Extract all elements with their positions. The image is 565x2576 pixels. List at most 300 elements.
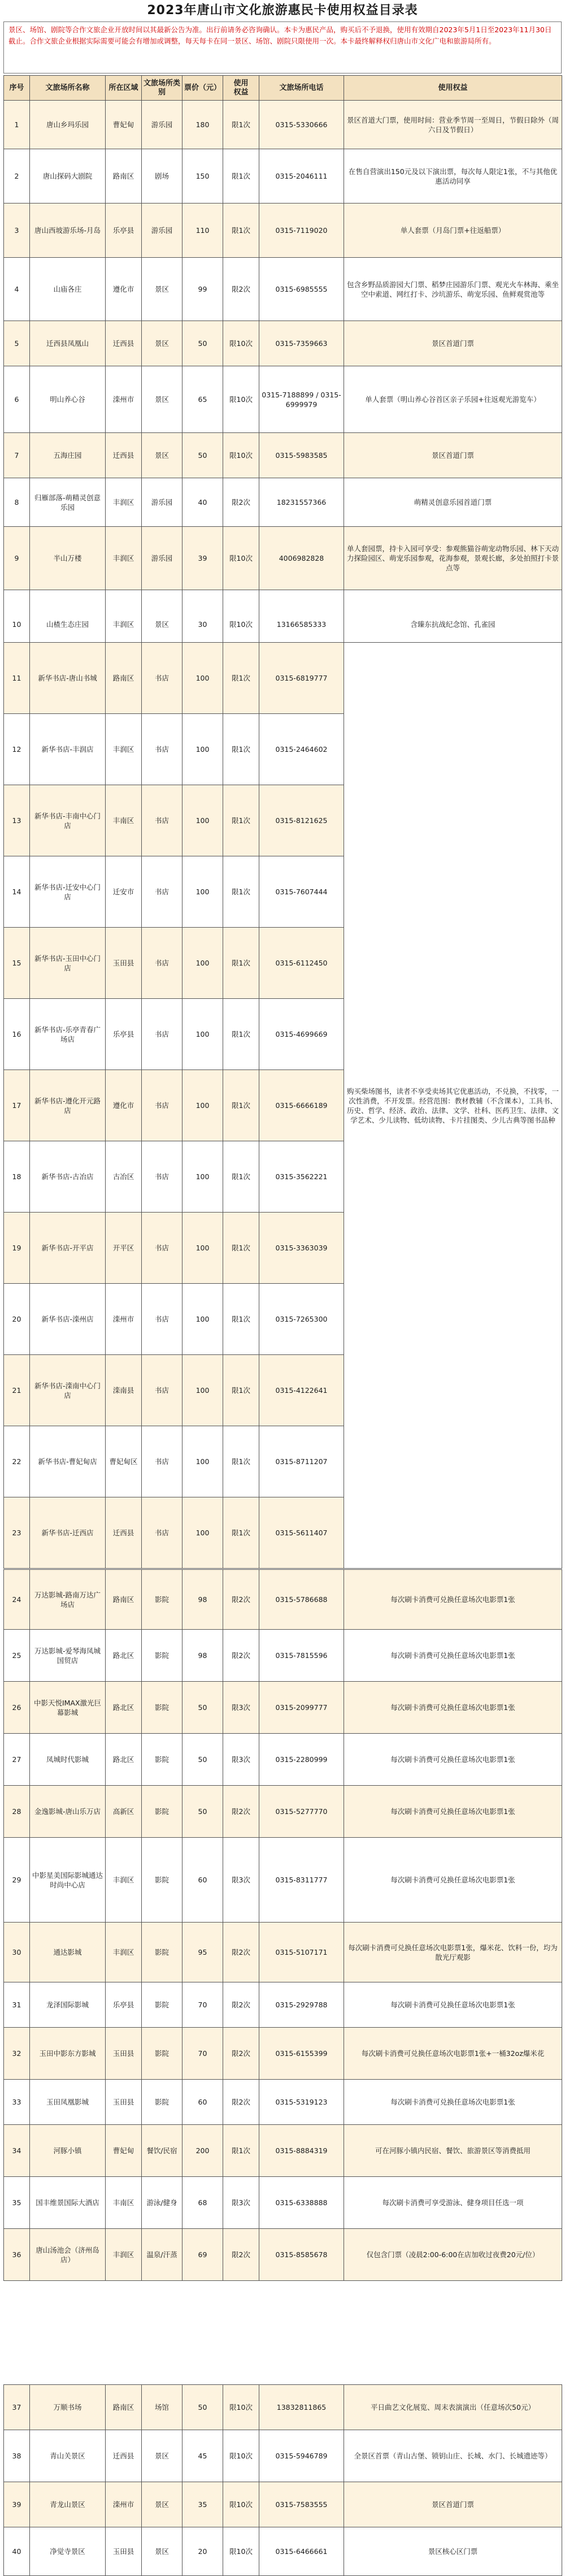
row-seq: 40 bbox=[4, 2527, 30, 2576]
row-region: 滦州市 bbox=[106, 1284, 142, 1355]
row-seq: 31 bbox=[4, 1982, 30, 2028]
row-benefit: 仅包含门票（凌晨2:00-6:00在店加收过夜费20元/位） bbox=[344, 2229, 562, 2281]
row-seq: 17 bbox=[4, 1070, 30, 1141]
row-category: 书店 bbox=[142, 1284, 182, 1355]
row-phone: 0315-8311777 bbox=[259, 1838, 344, 1923]
row-seq: 38 bbox=[4, 2430, 30, 2482]
row-seq: 19 bbox=[4, 1213, 30, 1284]
row-phone: 0315-5277770 bbox=[259, 1786, 344, 1838]
row-usage-limit: 限10次 bbox=[223, 2482, 259, 2527]
row-price: 50 bbox=[182, 1786, 223, 1838]
row-price: 99 bbox=[182, 258, 223, 321]
row-usage-limit: 限1次 bbox=[223, 1426, 259, 1497]
row-phone: 0315-8121625 bbox=[259, 785, 344, 856]
row-venue-name: 半山万楼 bbox=[30, 527, 106, 590]
row-category: 景区 bbox=[142, 2430, 182, 2482]
row-region: 玉田县 bbox=[106, 928, 142, 999]
row-seq: 36 bbox=[4, 2229, 30, 2281]
row-category: 景区 bbox=[142, 321, 182, 366]
row-phone: 0315-6112450 bbox=[259, 928, 344, 999]
row-region: 丰润区 bbox=[106, 1838, 142, 1923]
row-category: 书店 bbox=[142, 1070, 182, 1141]
row-usage-limit: 限1次 bbox=[223, 204, 259, 258]
table-row bbox=[4, 2430, 562, 2482]
row-category: 影院 bbox=[142, 1630, 182, 1682]
row-usage-limit: 限2次 bbox=[223, 1630, 259, 1682]
row-phone: 0315-7359663 bbox=[259, 321, 344, 366]
header-phone: 文旅场所电话 bbox=[259, 76, 344, 101]
table-row bbox=[4, 2080, 562, 2125]
row-category: 餐饮/民宿 bbox=[142, 2125, 182, 2177]
row-usage-limit: 限1次 bbox=[223, 1070, 259, 1141]
row-venue-name: 唐山探码大剧院 bbox=[30, 149, 106, 204]
row-region: 丰润区 bbox=[106, 714, 142, 785]
row-category: 景区 bbox=[142, 2527, 182, 2576]
table-row bbox=[4, 1838, 562, 1923]
row-seq: 18 bbox=[4, 1141, 30, 1213]
table-row bbox=[4, 643, 562, 714]
row-benefit: 每次刷卡消费可享受游泳、健身项目任选一项 bbox=[344, 2177, 562, 2229]
row-venue-name: 迁西县凤凰山 bbox=[30, 321, 106, 366]
row-benefit: 每次刷卡消费可兑换任意场次电影票1张 bbox=[344, 1682, 562, 1734]
row-venue-name: 新华书店-迁西店 bbox=[30, 1497, 106, 1569]
row-phone: 0315-5107171 bbox=[259, 1923, 344, 1982]
row-usage-limit: 限2次 bbox=[223, 2229, 259, 2281]
row-category: 影院 bbox=[142, 1570, 182, 1630]
row-seq: 39 bbox=[4, 2482, 30, 2527]
row-price: 35 bbox=[182, 2482, 223, 2527]
row-usage-limit: 限2次 bbox=[223, 1982, 259, 2028]
row-venue-name: 净觉寺景区 bbox=[30, 2527, 106, 2576]
row-region: 迁西县 bbox=[106, 321, 142, 366]
row-price: 100 bbox=[182, 1355, 223, 1426]
row-category: 影院 bbox=[142, 1923, 182, 1982]
row-usage-limit: 限1次 bbox=[223, 1355, 259, 1426]
row-phone: 18231557366 bbox=[259, 478, 344, 527]
row-venue-name: 新华书店-遵化开元路店 bbox=[30, 1070, 106, 1141]
row-venue-name: 新华书店-丰润店 bbox=[30, 714, 106, 785]
row-phone: 0315-7815596 bbox=[259, 1630, 344, 1682]
row-phone: 0315-6666189 bbox=[259, 1070, 344, 1141]
row-usage-limit: 限10次 bbox=[223, 2385, 259, 2430]
row-usage-limit: 限1次 bbox=[223, 1141, 259, 1213]
row-benefit: 每次刷卡消费可兑换任意场次电影票1张 bbox=[344, 2080, 562, 2125]
header-usage bbox=[223, 76, 259, 101]
table-row bbox=[4, 366, 562, 433]
row-price: 50 bbox=[182, 1682, 223, 1734]
row-venue-name: 万顺书场 bbox=[30, 2385, 106, 2430]
row-usage-limit: 限1次 bbox=[223, 928, 259, 999]
row-seq: 20 bbox=[4, 1284, 30, 1355]
row-venue-name: 新华书店-迁安中心门店 bbox=[30, 856, 106, 928]
row-category: 书店 bbox=[142, 785, 182, 856]
row-seq: 27 bbox=[4, 1734, 30, 1786]
row-price: 60 bbox=[182, 2080, 223, 2125]
header-seq: 序号 bbox=[4, 76, 30, 101]
table-row bbox=[4, 1570, 562, 1630]
row-category: 书店 bbox=[142, 1497, 182, 1569]
row-venue-name: 新华书店-古冶店 bbox=[30, 1141, 106, 1213]
row-category: 书店 bbox=[142, 643, 182, 714]
row-usage-limit: 限1次 bbox=[223, 2125, 259, 2177]
row-region: 丰润区 bbox=[106, 590, 142, 659]
row-region: 滦州市 bbox=[106, 366, 142, 433]
row-seq: 29 bbox=[4, 1838, 30, 1923]
row-category: 影院 bbox=[142, 1734, 182, 1786]
row-phone: 0315-2464602 bbox=[259, 714, 344, 785]
row-usage-limit: 限1次 bbox=[223, 149, 259, 204]
table-row bbox=[4, 1630, 562, 1682]
row-usage-limit: 限1次 bbox=[223, 714, 259, 785]
row-seq: 23 bbox=[4, 1497, 30, 1569]
row-seq: 9 bbox=[4, 527, 30, 590]
row-benefit: 平日曲艺文化展览、周末表演演出（任意场次50元） bbox=[344, 2385, 562, 2430]
row-seq: 33 bbox=[4, 2080, 30, 2125]
row-price: 50 bbox=[182, 321, 223, 366]
row-benefit: 每次刷卡消费可兑换任意场次电影票1张 bbox=[344, 1630, 562, 1682]
row-category: 场馆 bbox=[142, 2385, 182, 2430]
row-region: 丰润区 bbox=[106, 2229, 142, 2281]
row-region: 曹妃甸区 bbox=[106, 1426, 142, 1497]
table-row bbox=[4, 321, 562, 366]
row-region: 曹妃甸 bbox=[106, 101, 142, 149]
row-phone: 0315-3363039 bbox=[259, 1213, 344, 1284]
section-2-body bbox=[4, 643, 562, 1569]
row-seq: 2 bbox=[4, 149, 30, 204]
row-price: 98 bbox=[182, 1630, 223, 1682]
row-seq: 1 bbox=[4, 101, 30, 149]
row-benefit: 在售自营演出150元及以下演出票，每次每人限定1张，不与其他优惠活动同享 bbox=[344, 149, 562, 204]
row-price: 70 bbox=[182, 2028, 223, 2080]
row-seq: 21 bbox=[4, 1355, 30, 1426]
row-venue-name: 山楂生态庄园 bbox=[30, 590, 106, 659]
table-row bbox=[4, 1923, 562, 1982]
row-category: 书店 bbox=[142, 1213, 182, 1284]
row-seq: 15 bbox=[4, 928, 30, 999]
row-category: 书店 bbox=[142, 1355, 182, 1426]
header-region: 所在区域 bbox=[106, 76, 142, 101]
table-row bbox=[4, 2385, 562, 2430]
row-usage-limit: 限3次 bbox=[223, 1682, 259, 1734]
table-row bbox=[4, 258, 562, 321]
row-phone: 0315-5786688 bbox=[259, 1570, 344, 1630]
row-category: 游泳/健身 bbox=[142, 2177, 182, 2229]
row-category: 书店 bbox=[142, 999, 182, 1070]
table-row bbox=[4, 2527, 562, 2576]
header-usage-bottom: 权益 bbox=[233, 88, 249, 97]
row-phone: 13166585333 bbox=[259, 590, 344, 659]
row-usage-limit: 限2次 bbox=[223, 1570, 259, 1630]
row-phone: 0315-2280999 bbox=[259, 1734, 344, 1786]
row-price: 100 bbox=[182, 785, 223, 856]
row-price: 180 bbox=[182, 101, 223, 149]
row-venue-name: 国丰维景国际大酒店 bbox=[30, 2177, 106, 2229]
row-phone: 0315-5319123 bbox=[259, 2080, 344, 2125]
row-price: 50 bbox=[182, 433, 223, 478]
table-row bbox=[4, 1982, 562, 2028]
row-category: 影院 bbox=[142, 1786, 182, 1838]
row-price: 100 bbox=[182, 1284, 223, 1355]
row-seq: 30 bbox=[4, 1923, 30, 1982]
row-region: 乐亭县 bbox=[106, 999, 142, 1070]
row-category: 景区 bbox=[142, 2482, 182, 2527]
row-usage-limit: 限1次 bbox=[223, 1497, 259, 1569]
row-seq: 3 bbox=[4, 204, 30, 258]
row-category: 书店 bbox=[142, 928, 182, 999]
table-row bbox=[4, 204, 562, 258]
row-venue-name: 唐山西坡游乐场-月岛 bbox=[30, 204, 106, 258]
row-phone: 0315-2099777 bbox=[259, 1682, 344, 1734]
row-usage-limit: 限1次 bbox=[223, 1284, 259, 1355]
row-benefit: 单人套园票，持卡入园可享受：参观熊猫谷萌宠动物乐园、林下天动力探险园区、萌宠乐园参观，花海参观，景观长廊，多处拍照打卡景点等 bbox=[344, 527, 562, 590]
row-venue-name: 归雁部落-萌精灵创意乐园 bbox=[30, 478, 106, 527]
row-benefit: 每次刷卡消费可兑换任意场次电影票1张 bbox=[344, 1982, 562, 2028]
header-price: 票价（元） bbox=[182, 76, 223, 101]
row-region: 曹妃甸 bbox=[106, 2125, 142, 2177]
row-price: 95 bbox=[182, 1923, 223, 1982]
row-benefit: 景区首道大门票，使用时间：营业季节周一至周日，节假日除外（周六日及节假日） bbox=[344, 101, 562, 149]
row-region: 开平区 bbox=[106, 1213, 142, 1284]
row-seq: 8 bbox=[4, 478, 30, 527]
row-usage-limit: 限3次 bbox=[223, 2177, 259, 2229]
row-venue-name: 新华书店-滦州店 bbox=[30, 1284, 106, 1355]
row-seq: 35 bbox=[4, 2177, 30, 2229]
table-row bbox=[4, 2028, 562, 2080]
notice-text: 景区、场馆、剧院等合作文旅企业开放时间以其最新公告为准。出行前请务必咨询确认。本卡为惠民产品，购买后不予退换，使用有效期自2023年5月1日至2023年11月30日截止。合作文旅企业根据实际需要可能会有增加或调整，每天每卡在同一景区、场馆、剧院只限使用一次。本卡最终解释权归唐山市文化广电和旅游局所有。 bbox=[3, 21, 562, 73]
row-price: 65 bbox=[182, 366, 223, 433]
row-region: 玉田县 bbox=[106, 2080, 142, 2125]
row-usage-limit: 限2次 bbox=[223, 258, 259, 321]
row-phone: 0315-3562221 bbox=[259, 1141, 344, 1213]
row-usage-limit: 限1次 bbox=[223, 1213, 259, 1284]
row-benefit: 全景区首票（青山古堡、锁钥山庄、长城、水门、长城遗迹等） bbox=[344, 2430, 562, 2482]
row-category: 书店 bbox=[142, 856, 182, 928]
row-price: 69 bbox=[182, 2229, 223, 2281]
row-price: 60 bbox=[182, 1838, 223, 1923]
row-price: 150 bbox=[182, 149, 223, 204]
row-price: 45 bbox=[182, 2430, 223, 2482]
row-region: 迁西县 bbox=[106, 433, 142, 478]
row-usage-limit: 限2次 bbox=[223, 1923, 259, 1982]
row-category: 游乐园 bbox=[142, 101, 182, 149]
row-phone: 13832811865 bbox=[259, 2385, 344, 2430]
row-seq: 22 bbox=[4, 1426, 30, 1497]
row-benefit: 每次刷卡消费可兑换任意场次电影票1张 bbox=[344, 1786, 562, 1838]
row-venue-name: 万达影城-爱琴海凤城国贸店 bbox=[30, 1630, 106, 1682]
row-phone: 0315-5983585 bbox=[259, 433, 344, 478]
row-category: 书店 bbox=[142, 1426, 182, 1497]
row-benefit: 景区核心区门票 bbox=[344, 2527, 562, 2576]
row-category: 景区 bbox=[142, 258, 182, 321]
row-price: 100 bbox=[182, 928, 223, 999]
row-venue-name: 新华书店-乐亭青春广场店 bbox=[30, 999, 106, 1070]
row-seq: 5 bbox=[4, 321, 30, 366]
row-price: 100 bbox=[182, 999, 223, 1070]
row-price: 39 bbox=[182, 527, 223, 590]
header-name: 文旅场所名称 bbox=[30, 76, 106, 101]
row-price: 100 bbox=[182, 856, 223, 928]
row-benefit: 萌精灵创意乐园首道门票 bbox=[344, 478, 562, 527]
row-region: 路南区 bbox=[106, 149, 142, 204]
row-benefit: 含臻东抗战纪念馆、孔雀园 bbox=[344, 590, 562, 659]
section-4-body bbox=[4, 2385, 562, 2576]
row-venue-name: 通达影城 bbox=[30, 1923, 106, 1982]
row-benefit: 景区首道门票 bbox=[344, 321, 562, 366]
row-usage-limit: 限2次 bbox=[223, 1786, 259, 1838]
row-price: 68 bbox=[182, 2177, 223, 2229]
row-category: 剧场 bbox=[142, 149, 182, 204]
row-usage-limit: 限1次 bbox=[223, 856, 259, 928]
row-phone: 4006982828 bbox=[259, 527, 344, 590]
header-category: 文旅场所类别 bbox=[142, 76, 182, 101]
table-row bbox=[4, 2125, 562, 2177]
row-price: 50 bbox=[182, 2385, 223, 2430]
row-seq: 34 bbox=[4, 2125, 30, 2177]
row-region: 玉田县 bbox=[106, 2527, 142, 2576]
row-seq: 16 bbox=[4, 999, 30, 1070]
row-phone: 0315-8585678 bbox=[259, 2229, 344, 2281]
row-venue-name: 青山关景区 bbox=[30, 2430, 106, 2482]
row-usage-limit: 限3次 bbox=[223, 1734, 259, 1786]
row-phone: 0315-4699669 bbox=[259, 999, 344, 1070]
row-venue-name: 玉田中影东方影城 bbox=[30, 2028, 106, 2080]
row-usage-limit: 限10次 bbox=[223, 321, 259, 366]
section-3-body bbox=[4, 1570, 562, 2281]
row-benefit: 每次刷卡消费可兑换任意场次电影票1张 bbox=[344, 1570, 562, 1630]
row-price: 100 bbox=[182, 1141, 223, 1213]
row-venue-name: 新华书店-滦南中心门店 bbox=[30, 1355, 106, 1426]
row-benefit: 可在河豚小镇内民宿、餐饮、旅游景区等消费抵用 bbox=[344, 2125, 562, 2177]
row-seq: 14 bbox=[4, 856, 30, 928]
row-region: 古冶区 bbox=[106, 1141, 142, 1213]
row-usage-limit: 限1次 bbox=[223, 643, 259, 714]
row-phone: 0315-7583555 bbox=[259, 2482, 344, 2527]
row-category: 温泉/汗蒸 bbox=[142, 2229, 182, 2281]
row-venue-name: 山庙各庄 bbox=[30, 258, 106, 321]
row-seq: 11 bbox=[4, 643, 30, 714]
row-phone: 0315-6985555 bbox=[259, 258, 344, 321]
row-benefit: 单人套票（明山养心谷首区亲子乐园+往返观光游览车） bbox=[344, 366, 562, 433]
row-seq: 28 bbox=[4, 1786, 30, 1838]
row-phone: 0315-7188899 / 0315-6999979 bbox=[259, 366, 344, 433]
row-venue-name: 玉田凤凰影城 bbox=[30, 2080, 106, 2125]
row-price: 40 bbox=[182, 478, 223, 527]
row-seq: 10 bbox=[4, 590, 30, 659]
table-row bbox=[4, 527, 562, 590]
row-region: 路北区 bbox=[106, 1630, 142, 1682]
row-phone: 0315-2046111 bbox=[259, 149, 344, 204]
table-row bbox=[4, 1786, 562, 1838]
row-usage-limit: 限10次 bbox=[223, 433, 259, 478]
row-venue-name: 中影天悦IMAX激光巨幕影城 bbox=[30, 1682, 106, 1734]
row-price: 98 bbox=[182, 1570, 223, 1630]
row-category: 游乐园 bbox=[142, 204, 182, 258]
row-venue-name: 新华书店-曹妃甸店 bbox=[30, 1426, 106, 1497]
table-row bbox=[4, 2482, 562, 2527]
row-usage-limit: 限1次 bbox=[223, 101, 259, 149]
row-usage-limit: 限10次 bbox=[223, 366, 259, 433]
row-venue-name: 新华书店-唐山书城 bbox=[30, 643, 106, 714]
row-region: 玉田县 bbox=[106, 2028, 142, 2080]
page-title: 2023年唐山市文化旅游惠民卡使用权益目录表 bbox=[147, 3, 418, 18]
row-region: 遵化市 bbox=[106, 258, 142, 321]
row-seq: 12 bbox=[4, 714, 30, 785]
row-benefit: 每次刷卡消费可兑换任意场次电影票1张 bbox=[344, 1734, 562, 1786]
row-region: 路北区 bbox=[106, 1682, 142, 1734]
row-region: 遵化市 bbox=[106, 1070, 142, 1141]
row-usage-limit: 限10次 bbox=[223, 2430, 259, 2482]
row-region: 丰南区 bbox=[106, 785, 142, 856]
row-venue-name: 明山养心谷 bbox=[30, 366, 106, 433]
table-row bbox=[4, 2177, 562, 2229]
row-category: 景区 bbox=[142, 590, 182, 659]
row-region: 路南区 bbox=[106, 1570, 142, 1630]
row-venue-name: 青龙山景区 bbox=[30, 2482, 106, 2527]
row-phone: 0315-2929788 bbox=[259, 1982, 344, 2028]
row-venue-name: 龙泽国际影城 bbox=[30, 1982, 106, 2028]
row-category: 书店 bbox=[142, 714, 182, 785]
row-phone: 0315-5946789 bbox=[259, 2430, 344, 2482]
row-category: 游乐园 bbox=[142, 527, 182, 590]
row-usage-limit: 限1次 bbox=[223, 785, 259, 856]
row-region: 迁西县 bbox=[106, 2430, 142, 2482]
row-venue-name: 新华书店-丰南中心门店 bbox=[30, 785, 106, 856]
section-1-body bbox=[4, 101, 562, 659]
row-phone: 0315-6155399 bbox=[259, 2028, 344, 2080]
row-seq: 24 bbox=[4, 1570, 30, 1630]
row-region: 高新区 bbox=[106, 1786, 142, 1838]
table-row bbox=[4, 1682, 562, 1734]
row-region: 路南区 bbox=[106, 2385, 142, 2430]
row-price: 100 bbox=[182, 1426, 223, 1497]
table-row bbox=[4, 433, 562, 478]
row-phone: 0315-7607444 bbox=[259, 856, 344, 928]
row-venue-name: 新华书店-开平店 bbox=[30, 1213, 106, 1284]
row-region: 迁西县 bbox=[106, 1497, 142, 1569]
header-benefit: 使用权益 bbox=[344, 76, 562, 101]
row-price: 70 bbox=[182, 1982, 223, 2028]
row-phone: 0315-6466661 bbox=[259, 2527, 344, 2576]
row-seq: 4 bbox=[4, 258, 30, 321]
row-usage-limit: 限2次 bbox=[223, 2080, 259, 2125]
row-price: 50 bbox=[182, 1734, 223, 1786]
row-phone: 0315-6338888 bbox=[259, 2177, 344, 2229]
catalog-table-section-4 bbox=[3, 2384, 562, 2576]
row-region: 迁安市 bbox=[106, 856, 142, 928]
row-seq: 37 bbox=[4, 2385, 30, 2430]
row-usage-limit: 限10次 bbox=[223, 527, 259, 590]
row-seq: 7 bbox=[4, 433, 30, 478]
row-venue-name: 河豚小镇 bbox=[30, 2125, 106, 2177]
row-price: 100 bbox=[182, 714, 223, 785]
row-phone: 0315-8884319 bbox=[259, 2125, 344, 2177]
row-phone: 0315-7119020 bbox=[259, 204, 344, 258]
row-usage-limit: 限10次 bbox=[223, 2527, 259, 2576]
row-venue-name: 新华书店-玉田中心门店 bbox=[30, 928, 106, 999]
row-region: 丰润区 bbox=[106, 1923, 142, 1982]
row-seq: 26 bbox=[4, 1682, 30, 1734]
row-benefit: 每次刷卡消费可兑换任意场次电影票1张 bbox=[344, 1838, 562, 1923]
row-region: 丰润区 bbox=[106, 527, 142, 590]
row-venue-name: 五海庄园 bbox=[30, 433, 106, 478]
row-category: 影院 bbox=[142, 2080, 182, 2125]
row-price: 30 bbox=[182, 590, 223, 659]
row-benefit: 每次刷卡消费可兑换任意场次电影票1张，爆米花、饮料一份，均为散光厅观影 bbox=[344, 1923, 562, 1982]
row-usage-limit: 限10次 bbox=[223, 590, 259, 659]
row-phone: 0315-5330666 bbox=[259, 101, 344, 149]
row-price: 100 bbox=[182, 1213, 223, 1284]
row-seq: 13 bbox=[4, 785, 30, 856]
